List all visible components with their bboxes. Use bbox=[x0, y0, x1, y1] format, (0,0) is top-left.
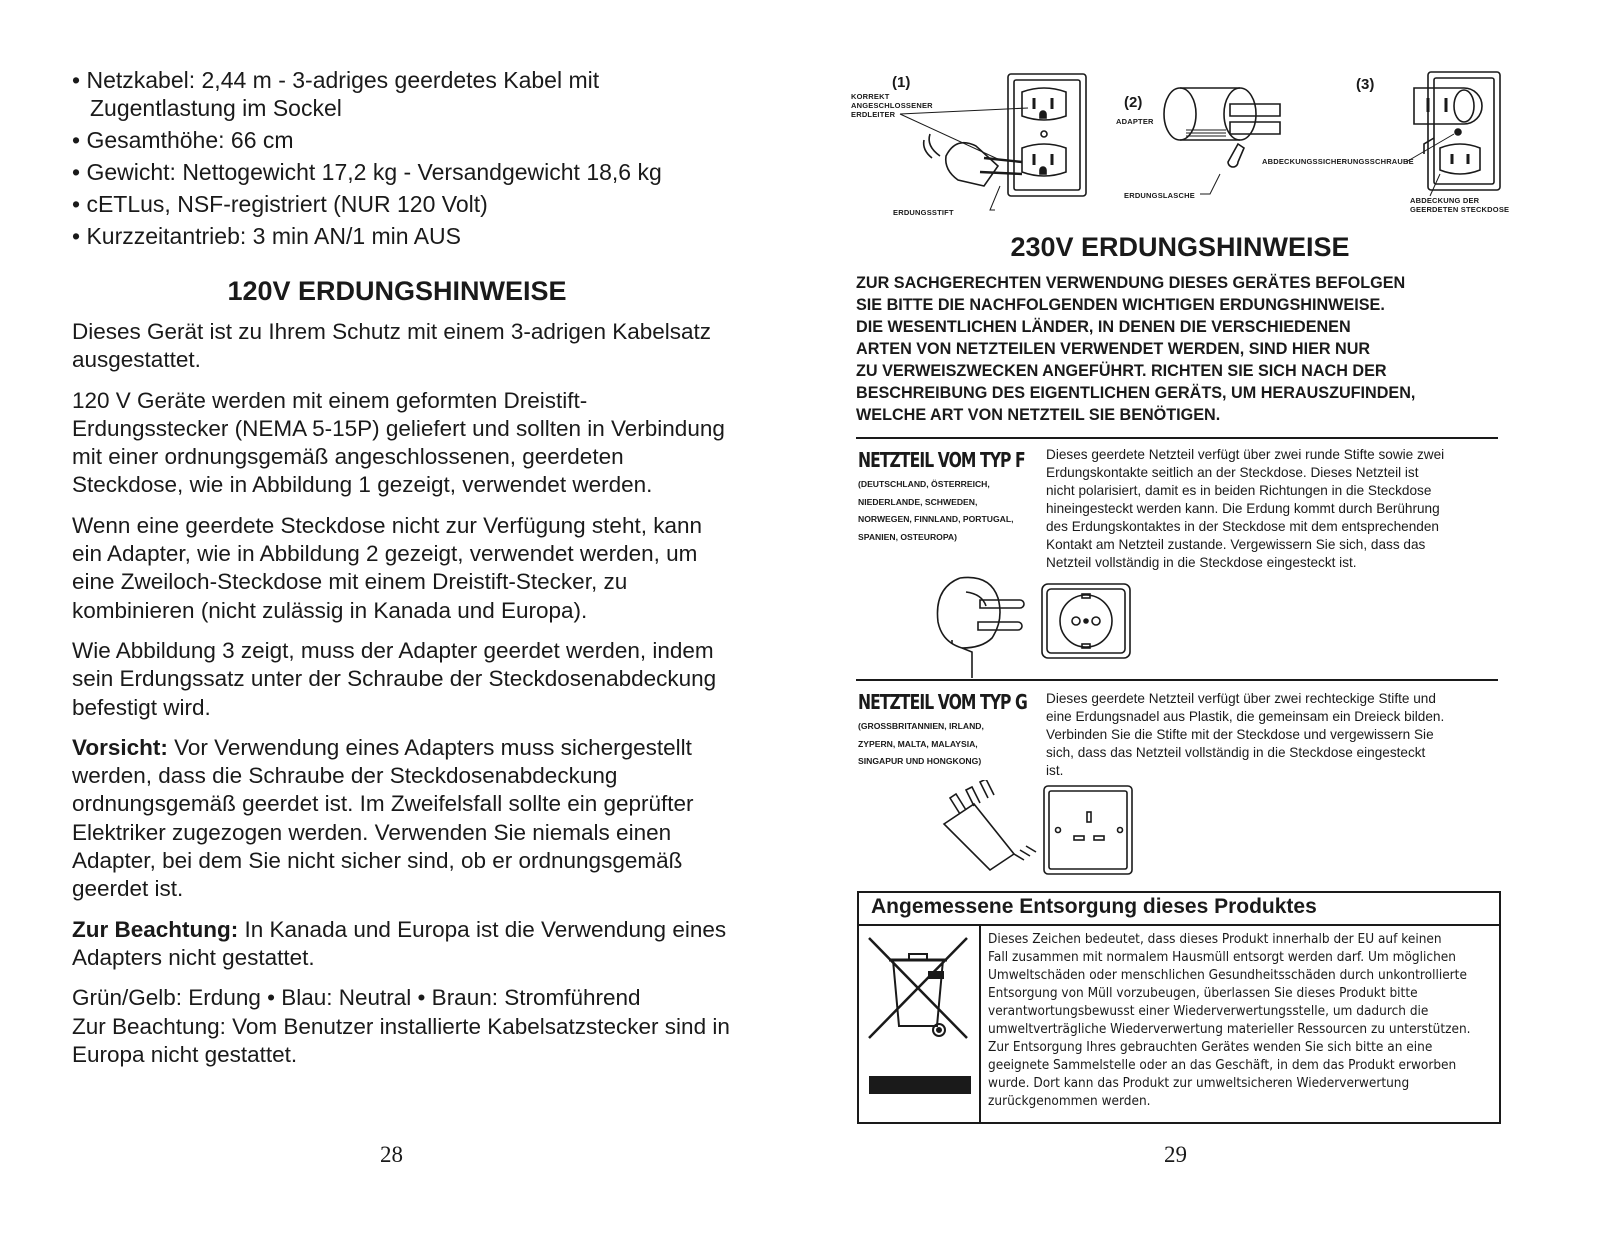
figure-1-number: (1) bbox=[892, 74, 911, 91]
adapter-icon bbox=[1164, 88, 1196, 140]
desc-line: des Erdungskontaktes in der Steckdose mit dem entsprechenden bbox=[1046, 519, 1439, 534]
heading-230v: 230V ERDUNGSHINWEISE bbox=[1010, 232, 1350, 262]
disposal-line: umweltverträgliche Wiederverwertung materieller Ressourcen zu unterstützen. bbox=[988, 1022, 1471, 1037]
type-g-description bbox=[1046, 690, 1502, 780]
paragraph: Wie Abbildung 3 zeigt, muss der Adapter geerdet werden, indem sein Erdungssatz unter der Schraube der Steckdosenabdeckung befestigt wird. bbox=[72, 637, 717, 720]
type-f-title: NETZTEIL VOM TYP F bbox=[858, 448, 1025, 472]
type-f-countries bbox=[858, 476, 1028, 546]
type-f-illustration bbox=[930, 570, 1140, 680]
intro-line: ZU VERWEISZWECKEN ANGEFÜHRT. RICHTEN SIE SICH NACH DER bbox=[856, 362, 1387, 380]
specs-list bbox=[72, 66, 722, 254]
country-line: NIEDERLANDE, SCHWEDEN, bbox=[858, 496, 978, 507]
divider bbox=[856, 679, 1498, 681]
desc-line: Dieses geerdete Netzteil verfügt über zwei runde Stifte sowie zwei bbox=[1046, 447, 1445, 462]
desc-line: hineingesteckt werden kann. Die Erdung kommt durch Berührung bbox=[1046, 501, 1440, 516]
desc-line: Dieses geerdete Netzteil verfügt über zwei rechteckige Stifte und bbox=[1046, 691, 1436, 706]
intro-line: BESCHREIBUNG DES EIGENTLICHEN GERÄTS, UM HERAUSZUFINDEN, bbox=[856, 384, 1416, 402]
label-line: ANGESCHLOSSENER bbox=[851, 101, 933, 110]
left-body-text bbox=[72, 318, 732, 1069]
desc-line: nicht polarisiert, damit es in beiden Richtungen in die Steckdose bbox=[1046, 483, 1432, 498]
label-line: KORREKT bbox=[851, 92, 890, 101]
disposal-line: zurückgenommen werden. bbox=[988, 1094, 1151, 1109]
disposal-line: geeignete Sammelstelle oder an das Geschäft, in dem das Produkt erworben bbox=[988, 1058, 1457, 1073]
desc-line: eine Erdungsnadel aus Plastik, die gemeinsam ein Dreieck bilden. bbox=[1046, 709, 1445, 724]
note-text: In Kanada und Europa ist die Verwendung eines Adapters nicht gestattet. bbox=[72, 916, 727, 970]
desc-line: Erdungskontakte seitlich an der Steckdose. Dieses Netzteil ist bbox=[1046, 465, 1419, 480]
type-g-plug-icon bbox=[944, 804, 1014, 870]
type-g-title: NETZTEIL VOM TYP G bbox=[858, 690, 1027, 714]
caution-paragraph bbox=[72, 734, 732, 904]
caution-text: Vor Verwendung eines Adapters muss sichergestellt werden, dass die Schraube der Steckdosenabdeckung ordnungsgemäß geerdet ist. Im Zweifelsfall sollte ein geprüfter Elektriker zugezogen werden. Verwenden Sie niemals einen Adapter, bei dem Sie nicht sicher sind, ob er ordnungsgemäß geerdet ist. bbox=[72, 734, 694, 902]
disposal-line: verantwortungsbewusst einer Wiederverwertungsstelle, um dadurch die bbox=[988, 1004, 1429, 1019]
crossed-out-bin-icon bbox=[859, 926, 979, 1122]
page-number-left: 28 bbox=[380, 1142, 403, 1167]
paragraph: Dieses Gerät ist zu Ihrem Schutz mit einem 3-adrigen Kabelsatz ausgestattet. bbox=[72, 319, 712, 373]
disposal-line: Fall zusammen mit normalem Hausmüll entsorgt werden darf. Um möglichen bbox=[988, 950, 1456, 965]
intro-line: SIE BITTE DIE NACHFOLGENDEN WICHTIGEN ERDUNGSHINWEISE. bbox=[856, 296, 1385, 314]
intro-line: ARTEN VON NETZTEILEN VERWENDET WERDEN, SIND HIER NUR bbox=[856, 340, 1371, 358]
note-label: Zur Beachtung: bbox=[72, 916, 239, 942]
desc-line: ist. bbox=[1046, 763, 1064, 778]
type-g-countries bbox=[858, 718, 1028, 771]
spec-item: • Netzkabel: 2,44 m - 3-adriges geerdetes Kabel mit Zugentlastung im Sockel bbox=[72, 66, 722, 122]
label-line: ABDECKUNG DER bbox=[1410, 196, 1480, 205]
page-number-right: 29 bbox=[1164, 1142, 1187, 1167]
desc-line: Verbinden Sie die Stifte mit der Steckdose und vergewissern Sie bbox=[1046, 727, 1434, 742]
caution-label: Vorsicht: bbox=[72, 734, 168, 760]
wires-paragraph bbox=[72, 984, 732, 1069]
intro-line: DIE WESENTLICHEN LÄNDER, IN DENEN DIE VERSCHIEDENEN bbox=[856, 318, 1351, 336]
label-adapter: ADAPTER bbox=[1116, 117, 1154, 126]
type-f-description bbox=[1046, 446, 1502, 572]
disposal-line: Dieses Zeichen bedeutet, dass dieses Produkt innerhalb der EU auf keinen bbox=[988, 932, 1442, 947]
label-schraube: ABDECKUNGSSICHERUNGSSCHRAUBE bbox=[1262, 157, 1414, 166]
country-line: (DEUTSCHLAND, ÖSTERREICH, bbox=[858, 479, 990, 489]
desc-line: Kontakt am Netzteil zustande. Vergewissern Sie sich, dass das bbox=[1046, 537, 1426, 552]
desc-line: sich, dass das Netzteil vollständig in die Steckdose eingesteckt bbox=[1046, 745, 1426, 760]
spec-item: • Gesamthöhe: 66 cm bbox=[72, 126, 722, 154]
disposal-icon-cell bbox=[859, 926, 981, 1122]
disposal-line: Entsorgung von Müll vorzubeugen, überlassen Sie dieses Produkt bitte bbox=[988, 986, 1418, 1001]
plug-icon bbox=[946, 143, 998, 186]
disposal-line: wurde. Dort kann das Produkt zur umweltsicheren Wiederverwertung bbox=[988, 1076, 1410, 1091]
intro-caps-text bbox=[856, 272, 1496, 426]
disposal-header bbox=[859, 893, 1499, 926]
intro-line: ZUR SACHGERECHTEN VERWENDUNG DIESES GERÄTES BEFOLGEN bbox=[856, 274, 1406, 292]
disposal-line: Umweltschäden oder menschlichen Gesundheitsschäden durch unkontrollierte bbox=[988, 968, 1467, 983]
country-line: SINGAPUR UND HONGKONG) bbox=[858, 756, 982, 766]
spec-item: • Gewicht: Nettogewicht 17,2 kg - Versandgewicht 18,6 kg bbox=[72, 158, 722, 186]
type-g-socket-icon bbox=[1044, 786, 1132, 874]
country-line: NORWEGEN, FINNLAND, PORTUGAL, bbox=[858, 514, 1014, 524]
note-paragraph bbox=[72, 916, 732, 973]
paragraph: 120 V Geräte werden mit einem geformten Dreistift-Erdungsstecker (NEMA 5-15P) geliefert und sollten in Verbindung mit einer ordnungsgemäß angeschlossenen, geerdeten Steckdose, wie in Abbildung 1 gezeigt, verwendet werden. bbox=[72, 387, 725, 498]
grounding-figure bbox=[850, 64, 1510, 224]
heading-120v: 120V ERDUNGSHINWEISE bbox=[227, 276, 567, 306]
disposal-title: Angemessene Entsorgung dieses Produktes bbox=[871, 895, 1317, 918]
label-erdungsstift: ERDUNGSSTIFT bbox=[893, 208, 954, 217]
label-line: ERDLEITER bbox=[851, 110, 896, 119]
figure-2-number: (2) bbox=[1124, 94, 1143, 111]
disposal-box bbox=[857, 891, 1501, 1124]
disposal-line: Zur Entsorgung Ihres gebrauchten Gerätes wenden Sie sich bitte an eine bbox=[988, 1040, 1433, 1055]
type-f-plug-icon bbox=[937, 578, 972, 678]
paragraph: Wenn eine geerdete Steckdose nicht zur Verfügung steht, kann ein Adapter, wie in Abbildung 2 gezeigt, verwendet werden, um eine Zweiloch-Steckdose mit einem Dreistift-Stecker, zu kombinieren (nicht zulässig in Kanada und Europa). bbox=[72, 512, 702, 623]
country-line: ZYPERN, MALTA, MALAYSIA, bbox=[858, 738, 978, 749]
spec-item: • Kurzzeitantrieb: 3 min AN/1 min AUS bbox=[72, 222, 722, 250]
figure-3-number: (3) bbox=[1356, 76, 1375, 93]
label-erdungslasche: ERDUNGSLASCHE bbox=[1124, 191, 1195, 200]
divider bbox=[856, 437, 1498, 439]
country-line: SPANIEN, OSTEUROPA) bbox=[858, 531, 957, 542]
wires-note: Zur Beachtung: Vom Benutzer installierte Kabelsatzstecker sind in Europa nicht gestattet. bbox=[72, 1013, 730, 1067]
label-line: GEERDETEN STECKDOSE bbox=[1410, 205, 1510, 214]
country-line: (GROSSBRITANNIEN, IRLAND, bbox=[858, 721, 984, 731]
desc-line: Netzteil vollständig in die Steckdose eingesteckt ist. bbox=[1046, 555, 1357, 570]
disposal-text bbox=[988, 931, 1474, 1111]
intro-line: WELCHE ART VON NETZTEIL SIE BENÖTIGEN. bbox=[856, 406, 1221, 424]
wire-colors: Grün/Gelb: Erdung • Blau: Neutral • Braun: Stromführend bbox=[72, 985, 641, 1011]
spec-item: • cETLus, NSF-registriert (NUR 120 Volt) bbox=[72, 190, 722, 218]
type-g-illustration bbox=[930, 780, 1140, 880]
